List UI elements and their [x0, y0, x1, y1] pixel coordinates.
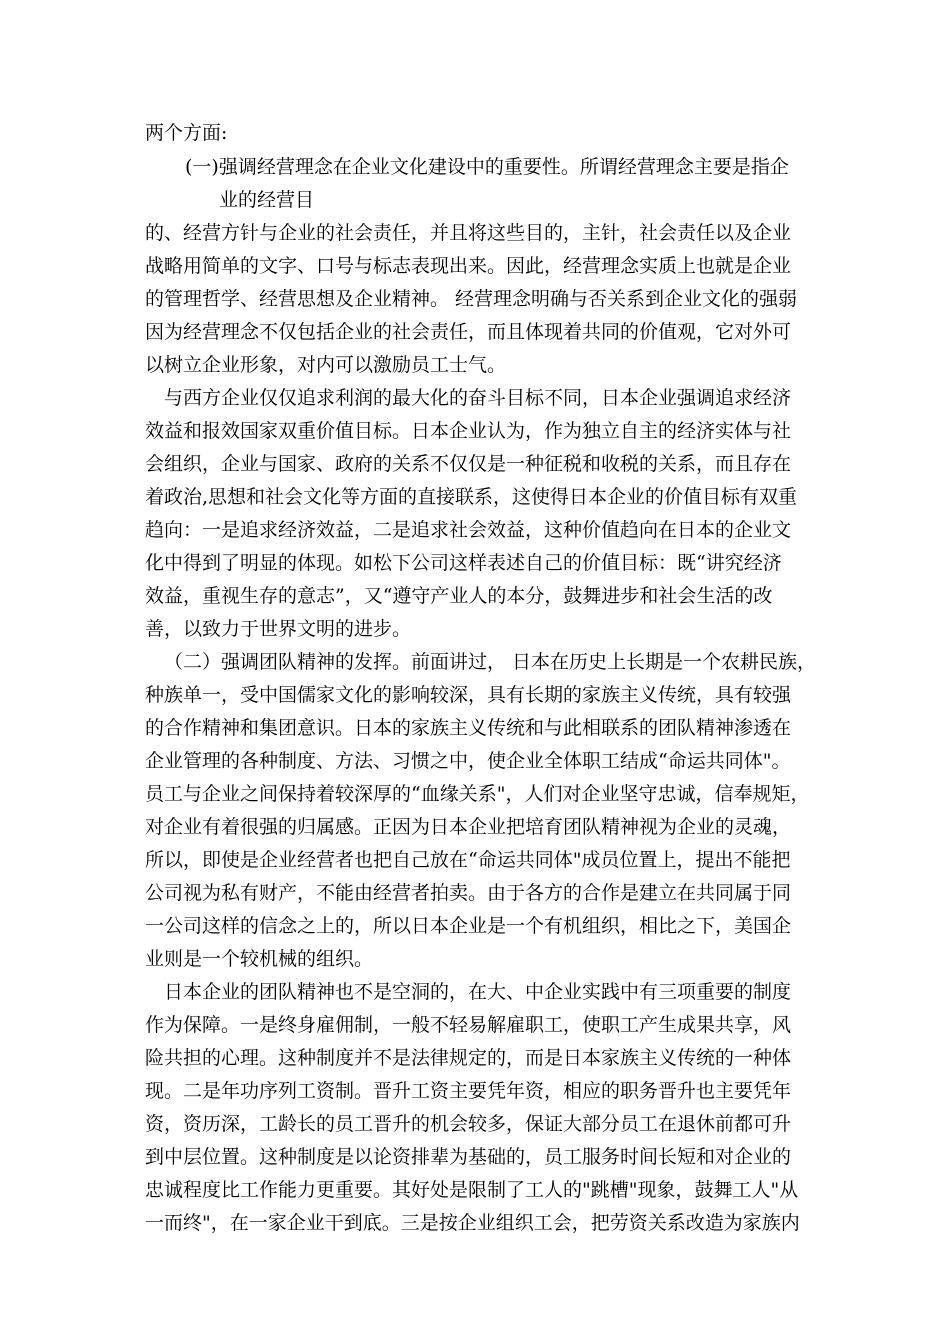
- text-line: 对企业有着很强的归属感。正因为日本企业把培育团队精神视为企业的灵魂，: [145, 816, 792, 838]
- text-line: （二）强调团队精神的发挥。前面讲过， 日本在历史上长期是一个农耕民族，: [164, 651, 817, 673]
- text-line: 效益和报效国家双重价值目标。日本企业认为，作为独立自主的经济实体与社: [145, 420, 792, 442]
- text-line: 现。二是年功序列工资制。晋升工资主要凭年资，相应的职务晋升也主要凭年: [145, 1080, 792, 1102]
- text-line: 的管理哲学、经营思想及企业精神。 经营理念明确与否关系到企业文化的强弱: [145, 288, 798, 310]
- text-line: 员工与企业之间保持着较深厚的“血缘关系"，人们对企业坚守忠诚，信奉规矩，: [145, 783, 810, 805]
- text-line: 效益，重视生存的意志”，又“遵守产业人的本分，鼓舞进步和社会生活的改: [145, 585, 773, 607]
- text-line: 会组织，企业与国家、政府的关系不仅仅是一种征税和收税的关系，而且存在: [145, 453, 792, 475]
- text-line: 企业管理的各种制度、方法、习惯之中，使企业全体职工结成“命运共同体"。: [145, 750, 791, 772]
- text-line: 忠诚程度比工作能力更重要。其好处是限制了工人的"跳槽"现象，鼓舞工人"从: [145, 1179, 799, 1201]
- text-line: 险共担的心理。这种制度并不是法律规定的，而是日本家族主义传统的一种体: [145, 1047, 792, 1069]
- text-line: 的、经营方针与企业的社会责任，并且将这些目的，主针，社会责任以及企业: [145, 222, 792, 244]
- text-line: 趋向：一是追求经济效益，二是追求社会效益，这种价值趋向在日本的企业文: [145, 519, 792, 541]
- text-line: 一公司这样的信念之上的，所以日本企业是一个有机组织，相比之下，美国企: [145, 915, 792, 937]
- text-line: 种族单一，受中国儒家文化的影响较深，具有长期的家族主义传统，具有较强: [145, 684, 792, 706]
- text-line: 因为经营理念不仅包括企业的社会责任，而且体现着共同的价值观，它对外可: [145, 321, 792, 343]
- text-line: 善，以致力于世界文明的进步。: [145, 618, 412, 640]
- text-line: 着政治,思想和社会文化等方面的直接联系，这使得日本企业的价值目标有双重: [145, 486, 798, 508]
- text-line: 战略用简单的文字、口号与标志表现出来。因此，经营理念实质上也就是企业: [145, 255, 792, 277]
- text-line: 一而终"，在一家企业干到底。三是按企业组织工会，把劳资关系改造为家族内: [145, 1212, 800, 1234]
- text-line: 所以，即使是企业经营者也把自己放在“命运共同体"成员位置上，提出不能把: [145, 849, 791, 871]
- text-line: 化中得到了明显的体现。如松下公司这样表述自己的价值目标：既“讲究经济: [145, 552, 782, 574]
- text-line: (一)强调经营理念在企业文化建设中的重要性。所谓经营理念主要是指企: [185, 156, 789, 178]
- text-line: 与西方企业仅仅追求利润的最大化的奋斗目标不同，日本企业强调追求经济: [164, 387, 792, 409]
- text-line: 业则是一个较机械的组织。: [145, 948, 374, 970]
- text-line: 到中层位置。这种制度是以论资排辈为基础的，员工服务时间长短和对企业的: [145, 1146, 792, 1168]
- text-line: 两个方面:: [145, 122, 228, 144]
- text-line: 的合作精神和集团意识。日本的家族主义传统和与此相联系的团队精神渗透在: [145, 717, 792, 739]
- text-line: 日本企业的团队精神也不是空洞的，在大、中企业实践中有三项重要的制度: [164, 981, 792, 1003]
- text-line: 业的经营目: [219, 189, 315, 211]
- text-line: 以树立企业形象，对内可以激励员工士气。: [145, 354, 507, 376]
- text-line: 作为保障。一是终身雇佣制，一般不轻易解雇职工，使职工产生成果共享，风: [145, 1014, 792, 1036]
- text-line: 公司视为私有财产，不能由经营者拍卖。由于各方的合作是建立在共同属于同: [145, 882, 792, 904]
- text-line: 资，资历深，工龄长的员工晋升的机会较多，保证大部分员工在退休前都可升: [145, 1113, 792, 1135]
